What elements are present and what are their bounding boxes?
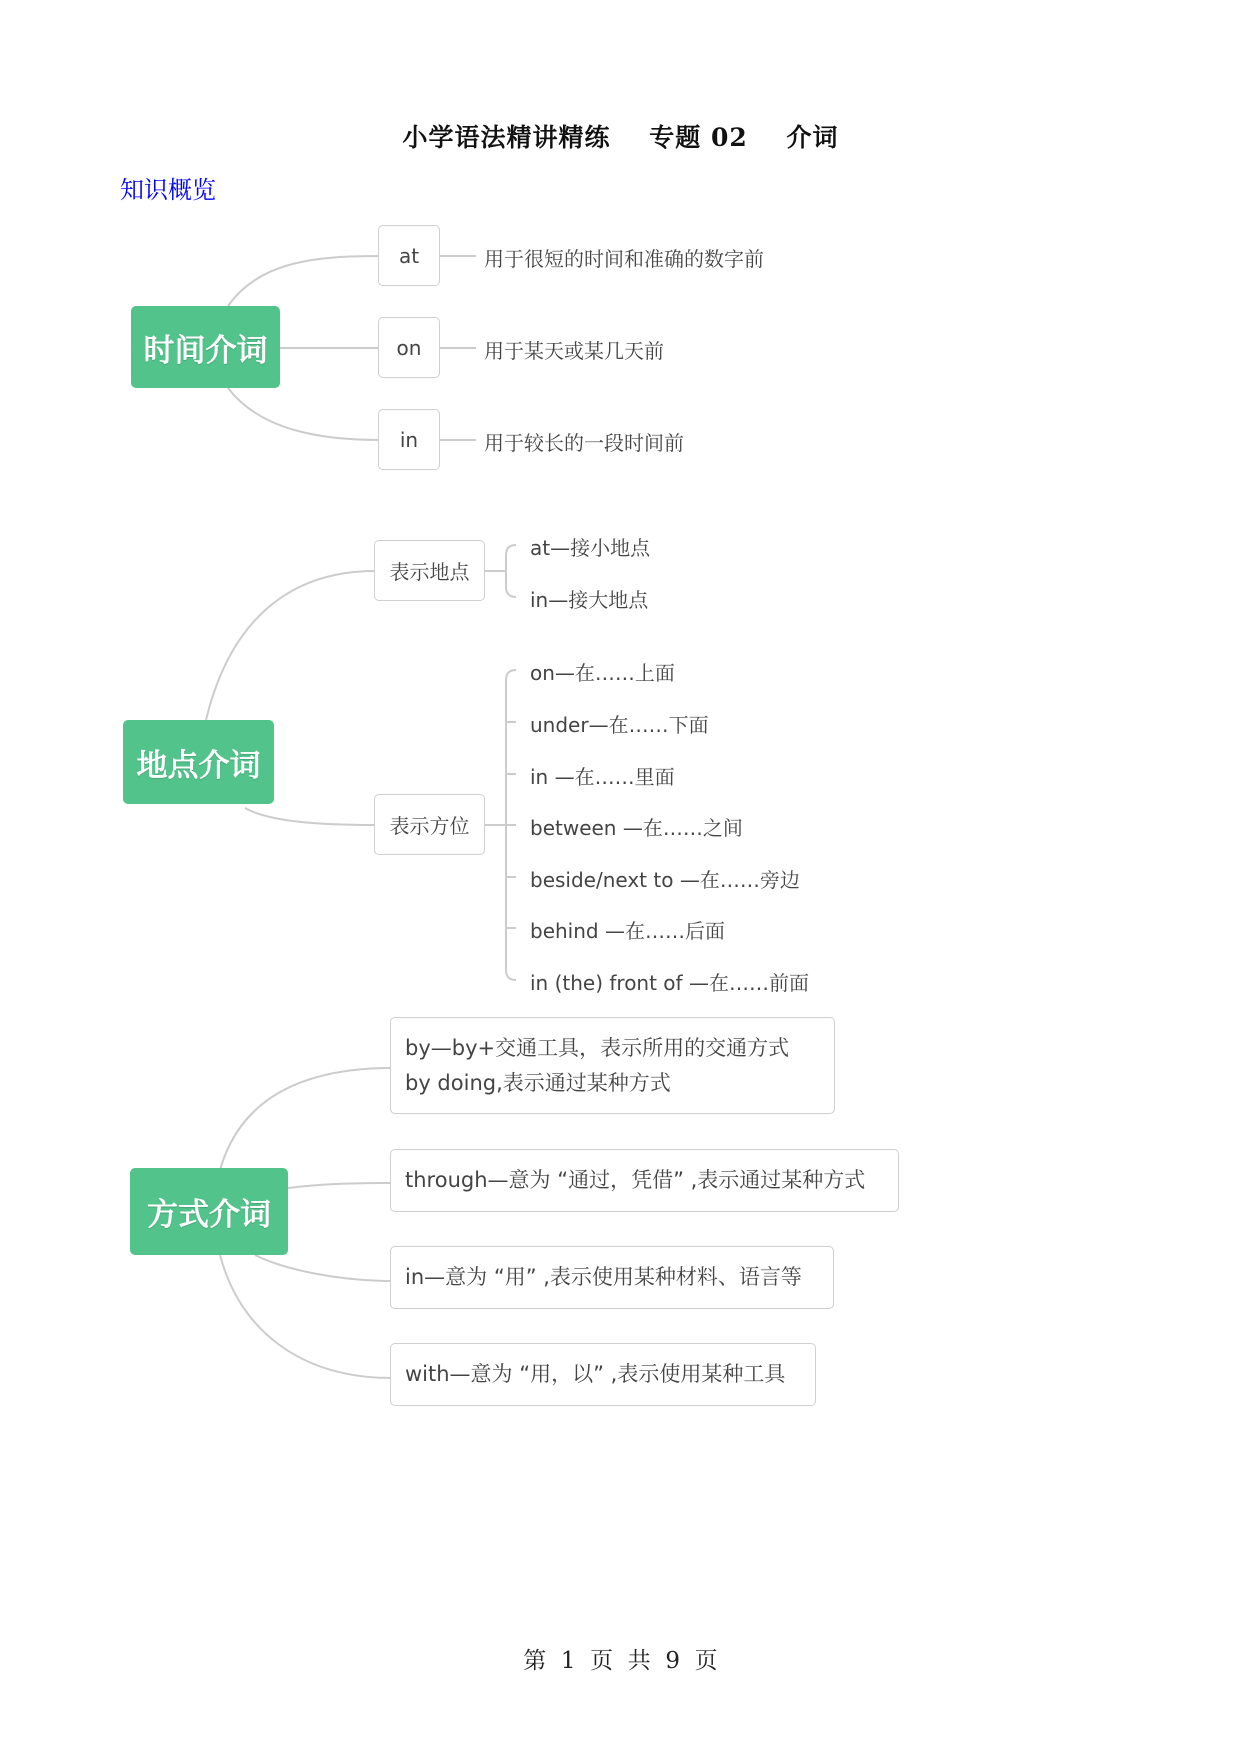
box-manner-by [390, 1017, 835, 1114]
connector-manner-with [220, 1255, 392, 1378]
bracket-location [506, 545, 516, 597]
leaf-direction-on: on—在……上面 [530, 661, 675, 685]
leaf-direction-between: between —在……之间 [530, 816, 743, 840]
box-manner-with [390, 1343, 816, 1406]
connector-manner-through [288, 1183, 392, 1188]
box-manner-by-line2: by doing,表示通过某种方式 [405, 1070, 671, 1095]
node-location: 表示地点 [374, 540, 485, 601]
box-manner-with-text: with—意为 “用，以” ,表示使用某种工具 [405, 1362, 786, 1386]
section-heading: 知识概览 [120, 176, 216, 204]
connector-manner-by [220, 1068, 392, 1170]
box-manner-in [390, 1246, 834, 1309]
leaf-direction-beside: beside/next to —在……旁边 [530, 868, 800, 892]
box-manner-through-text: through—意为 “通过，凭借” ,表示通过某种方式 [405, 1168, 866, 1192]
page-footer: 第 1 页 共 9 页 [523, 1648, 718, 1674]
connector-time-in [228, 388, 380, 440]
root-time-prepositions: 时间介词 [131, 306, 280, 388]
connector-place-location [206, 571, 375, 720]
node-time-in: in [378, 409, 440, 470]
desc-time-in: 用于较长的一段时间前 [484, 431, 684, 455]
root-place-prepositions: 地点介词 [123, 720, 274, 804]
leaf-direction-front: in (the) front of —在……前面 [530, 971, 809, 995]
leaf-direction-in: in —在……里面 [530, 765, 675, 789]
connector-manner-in [255, 1255, 392, 1281]
node-time-on: on [378, 317, 440, 378]
node-direction: 表示方位 [374, 794, 485, 855]
leaf-direction-under: under—在……下面 [530, 713, 709, 737]
leaf-location-at: at—接小地点 [530, 536, 651, 560]
leaf-location-in: in—接大地点 [530, 588, 649, 612]
connector-place-direction [245, 808, 375, 825]
document-title: 小学语法精讲精练 专题 02 介词 [402, 123, 839, 152]
node-time-at: at [378, 225, 440, 286]
connector-time-at [228, 256, 380, 306]
desc-time-on: 用于某天或某几天前 [484, 339, 664, 363]
leaf-direction-behind: behind —在……后面 [530, 919, 725, 943]
desc-time-at: 用于很短的时间和准确的数字前 [484, 247, 764, 271]
box-manner-through [390, 1149, 899, 1212]
box-manner-in-text: in—意为 “用” ,表示使用某种材料、语言等 [405, 1265, 802, 1289]
box-manner-by-line1: by—by+交通工具，表示所用的交通方式 [405, 1035, 790, 1060]
root-manner-prepositions: 方式介词 [130, 1168, 288, 1255]
